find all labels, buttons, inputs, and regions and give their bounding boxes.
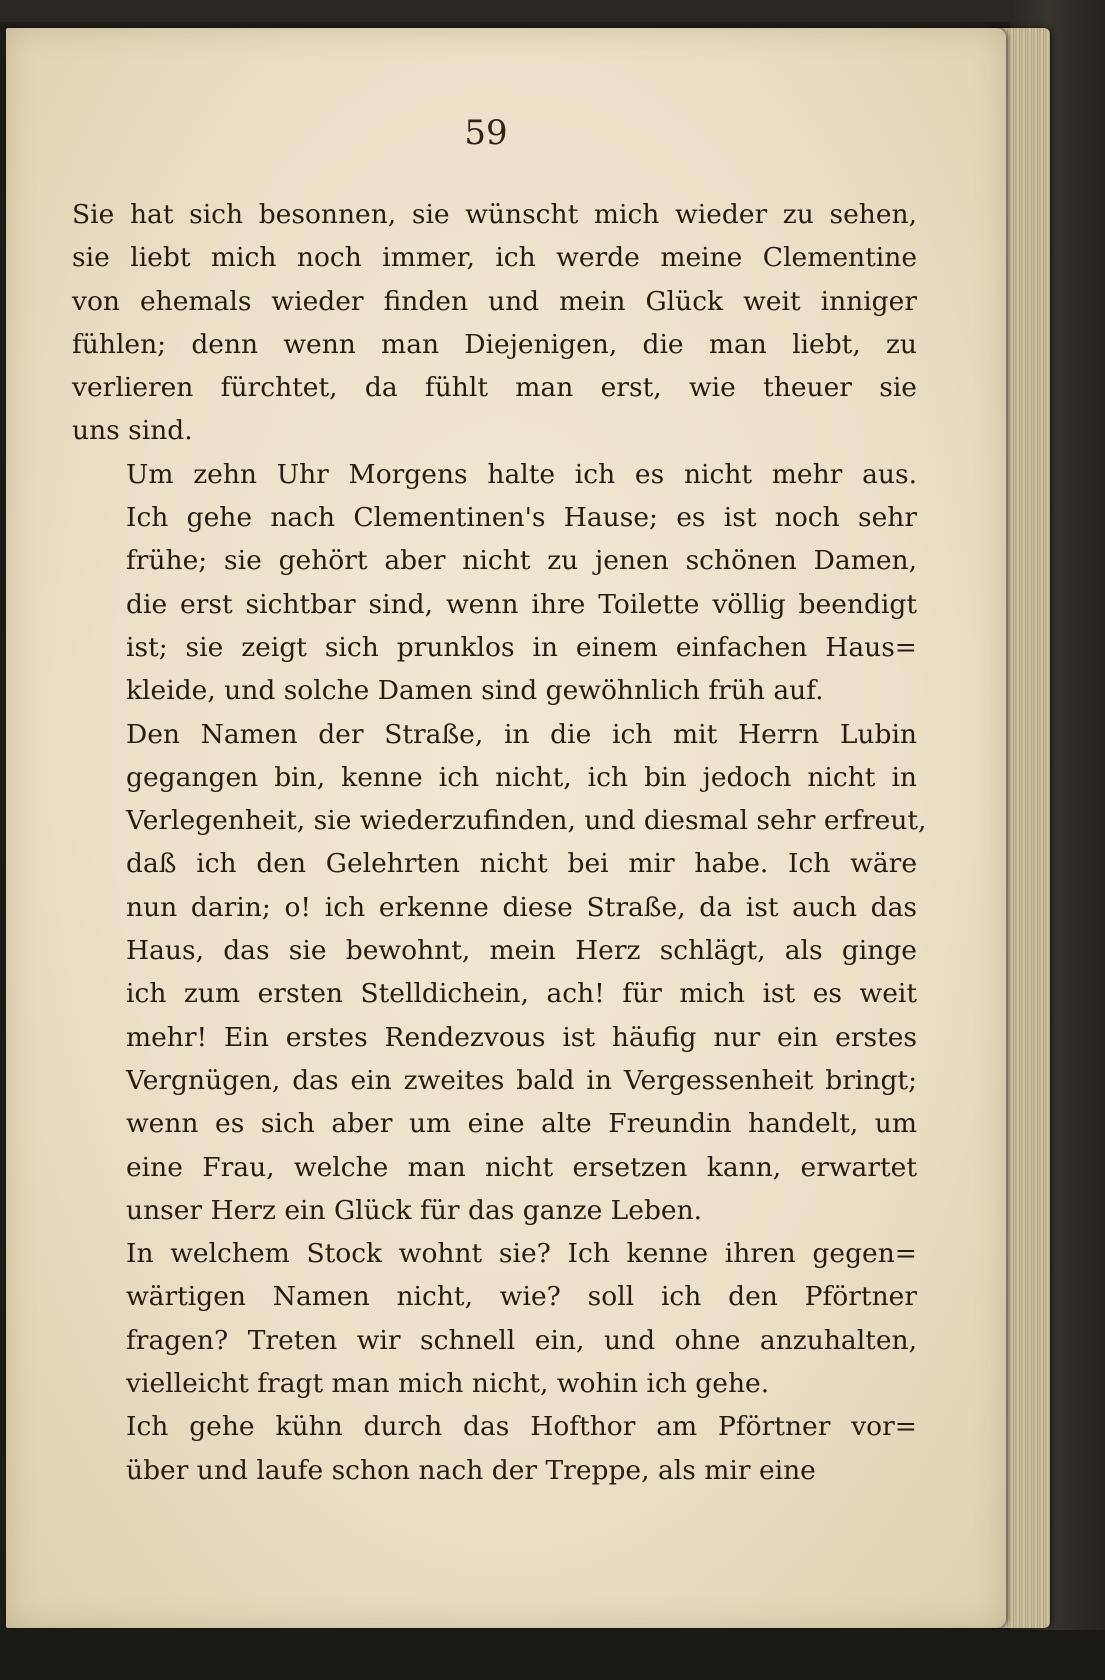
text-line: Sie hat sich besonnen, sie wünscht mich wieder zu sehen, — [72, 199, 917, 230]
text-line: Den Namen der Straße, in die ich mit Herrn Lubin — [126, 718, 917, 750]
text-line: Ich gehe nach Clementinen's Hause; es ist noch sehr — [126, 502, 917, 534]
text-line: die erst sichtbar sind, wenn ihre Toilette völlig beendigt — [126, 588, 917, 620]
text-line: nun darin; o! ich erkenne diese Straße, da ist auch das — [126, 891, 917, 923]
text-line: frühe; sie gehört aber nicht zu jenen schönen Damen, — [126, 545, 917, 577]
text-line: gegangen bin, kenne ich nicht, ich bin jedoch nicht in — [126, 761, 917, 793]
text-line: verlieren fürchtet, da fühlt man erst, wie theuer sie — [72, 372, 917, 404]
text-line: vielleicht fragt man mich nicht, wohin ich gehe. — [126, 1368, 770, 1400]
paragraph — [72, 1405, 917, 1492]
text-line: uns sind. — [72, 415, 193, 447]
text-line: Verlegenheit, sie wiederzufinden, und diesmal sehr erfreut, — [126, 805, 927, 837]
text-line: ist; sie zeigt sich prunklos in einem einfachen Haus= — [126, 631, 917, 663]
page-number: 59 — [464, 113, 508, 153]
page-body-text — [72, 193, 927, 1492]
text-line: daß ich den Gelehrten nicht bei mir habe. Ich wäre — [126, 848, 917, 880]
book-cover-top — [0, 0, 1105, 22]
paragraph — [72, 713, 927, 1233]
text-line: kleide, und solche Damen sind gewöhnlich früh auf. — [126, 675, 824, 707]
text-line: sie liebt mich noch immer, ich werde meine Clementine — [72, 242, 917, 274]
text-line: In welchem Stock wohnt sie? Ich kenne ihren gegen= — [126, 1238, 917, 1270]
scan-bottom-border — [0, 1630, 1105, 1680]
text-line: über und laufe schon nach der Treppe, als mir eine — [126, 1454, 816, 1486]
paragraph — [72, 453, 917, 713]
text-line: Haus, das sie bewohnt, mein Herz schlägt, als ginge — [126, 935, 917, 967]
text-line: fragen? Treten wir schnell ein, und ohne anzuhalten, — [126, 1324, 917, 1356]
text-line: Ich gehe kühn durch das Hofthor am Pförtner vor= — [126, 1411, 917, 1443]
text-line: unser Herz ein Glück für das ganze Leben. — [126, 1194, 703, 1226]
paragraph — [72, 1232, 917, 1405]
text-line: Um zehn Uhr Morgens halte ich es nicht mehr aus. — [126, 458, 917, 490]
text-line: von ehemals wieder finden und mein Glück weit inniger — [72, 285, 917, 317]
book-page — [6, 28, 1006, 1628]
text-line: Vergnügen, das ein zweites bald in Vergessenheit bringt; — [126, 1064, 917, 1096]
text-line: ich zum ersten Stelldichein, ach! für mich ist es weit — [126, 978, 917, 1010]
text-line: wenn es sich aber um eine alte Freundin handelt, um — [126, 1108, 917, 1140]
text-line: fühlen; denn wenn man Diejenigen, die man liebt, zu — [72, 328, 917, 360]
paragraph — [72, 193, 917, 453]
text-line: mehr! Ein erstes Rendezvous ist häufig nur ein erstes — [126, 1021, 917, 1053]
text-line: wärtigen Namen nicht, wie? soll ich den Pförtner — [126, 1281, 917, 1313]
text-line: eine Frau, welche man nicht ersetzen kann, erwartet — [126, 1151, 917, 1183]
